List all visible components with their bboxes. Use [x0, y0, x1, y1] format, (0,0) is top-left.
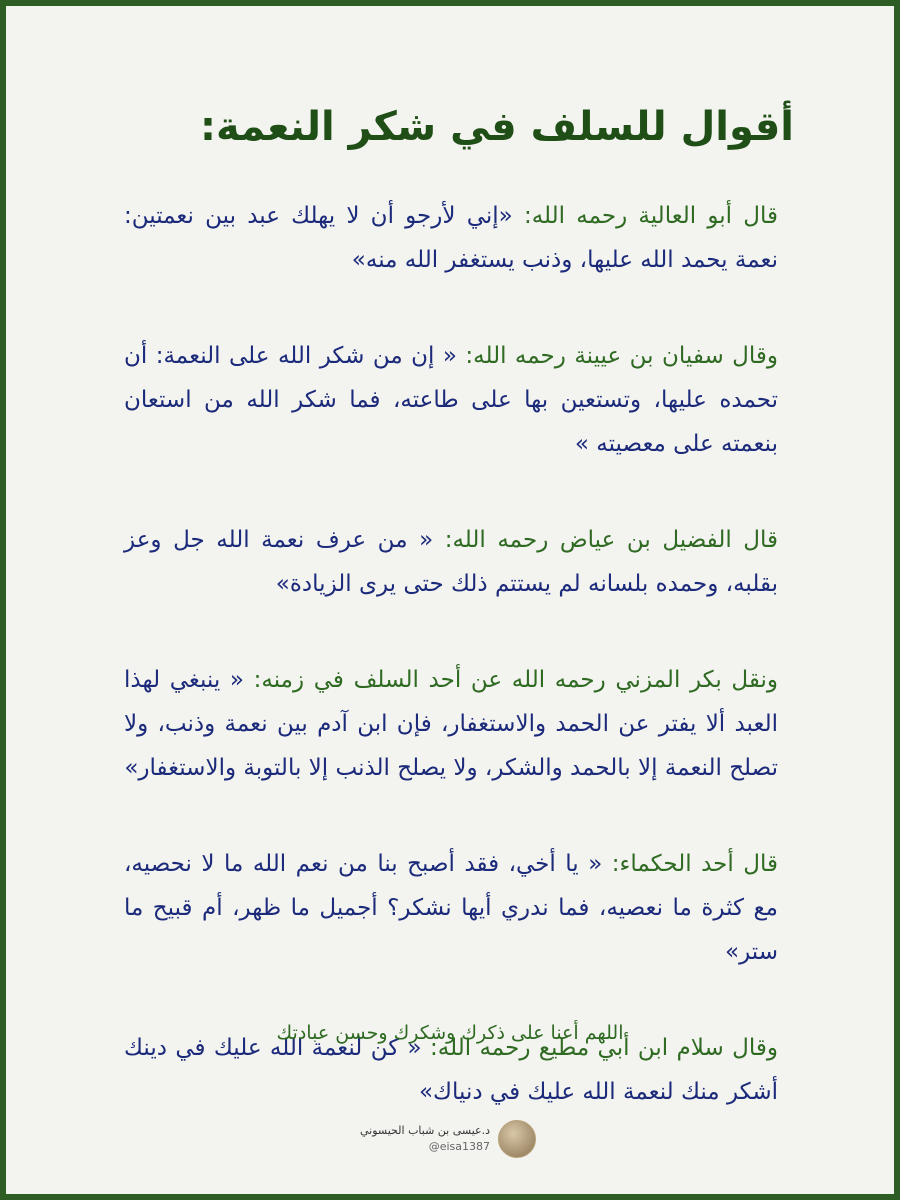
quote-abu-al-aliya	[124, 194, 778, 282]
quote-one-of-the-wise	[124, 842, 778, 974]
quotes-list	[124, 194, 778, 1166]
quote-text: « كن لنعمة الله عليك في دينك أشكر منك لنعمة الله عليك في دنياك»	[124, 1035, 778, 1105]
quote-speaker: قال أحد الحكماء:	[611, 851, 779, 877]
quote-text: «إني لأرجو أن لا يهلك عبد بين نعمتين: نعمة يحمد الله عليها، وذنب يستغفر الله منه»	[124, 203, 778, 273]
quote-speaker: قال الفضيل بن عياض رحمه الله:	[444, 527, 778, 553]
quote-text: « إن من شكر الله على النعمة: أن تحمده عليها، وتستعين بها على طاعته، فما شكر الله من استعان بنعمته على معصيته »	[124, 343, 778, 457]
page-title: أقوال للسلف في شكر النعمة:	[200, 104, 794, 150]
author-logo-icon	[498, 1120, 536, 1158]
quote-text: « يا أخي، فقد أصبح بنا من نعم الله ما لا نحصيه، مع كثرة ما نعصيه، فما ندري أيها نشكر؟ أجميل ما ظهر، أم قبيح ما ستر»	[124, 851, 778, 965]
quote-speaker: ونقل بكر المزني رحمه الله عن أحد السلف في زمنه:	[253, 667, 778, 693]
quote-speaker: وقال سفيان بن عيينة رحمه الله:	[465, 343, 779, 369]
quote-text: « من عرف نعمة الله جل وعز بقلبه، وحمده بلسانه لم يستتم ذلك حتى يرى الزيادة»	[124, 527, 778, 597]
quote-speaker: قال أبو العالية رحمه الله:	[523, 203, 778, 229]
closing-dua: اللهم أعنا على ذكرك وشكرك وحسن عبادتك	[276, 1022, 624, 1044]
author-handle: @eisa1387	[428, 1140, 490, 1153]
quote-sufyan-ibn-uyaynah	[124, 334, 778, 466]
author-signature	[360, 1118, 546, 1158]
quote-text: « ينبغي لهذا العبد ألا يفتر عن الحمد والاستغفار، فإن ابن آدم بين نعمة وذنب، ولا تصلح النعمة إلا بالحمد والشكر، ولا يصلح الذنب إلا بالتوبة والاستغفار»	[124, 667, 778, 781]
quote-fudayl-ibn-iyad	[124, 518, 778, 606]
quote-bakr-al-muzani	[124, 658, 778, 790]
quote-speaker: وقال سلام ابن أبي مطيع رحمه الله:	[430, 1035, 778, 1061]
author-name: د.عيسى بن شباب الحيسوني	[360, 1124, 490, 1137]
